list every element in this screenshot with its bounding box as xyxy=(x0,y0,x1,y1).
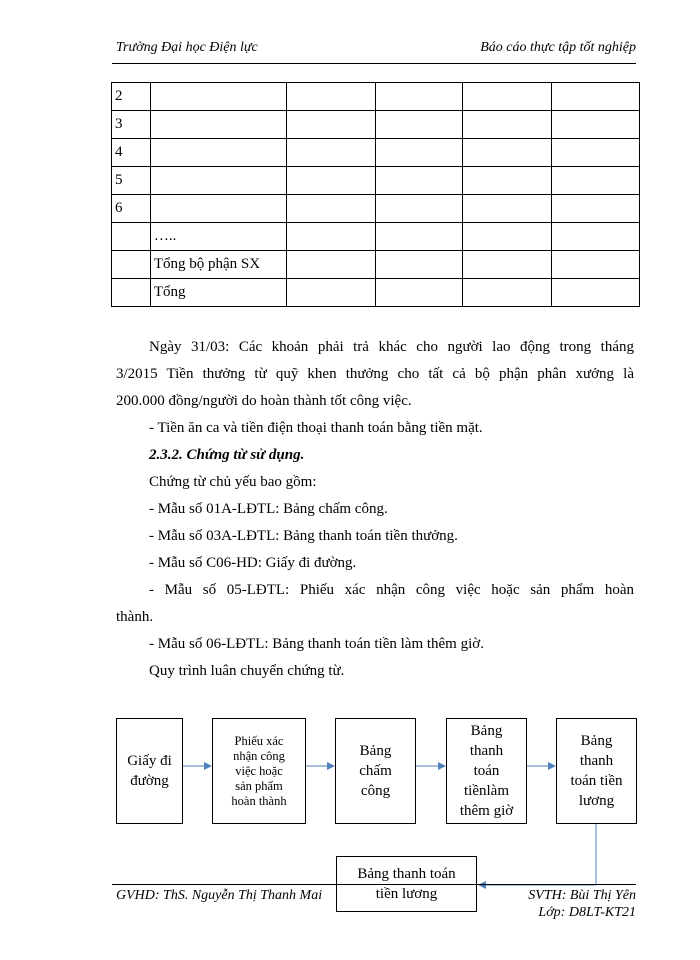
footer-student: SVTH: Bùi Thị Yên xyxy=(528,888,636,903)
paragraph-3: Chứng từ chủ yếu bao gồm: xyxy=(149,474,317,490)
paragraph-2: - Tiền ăn ca và tiền điện thoại thanh toán bằng tiền mặt. xyxy=(149,420,483,436)
list-item: - Mẫu số 03A-LĐTL: Bảng thanh toán tiền thưởng. xyxy=(149,528,458,544)
flow-box-thanh-toan-lam-them-gio: Bảng thanh toán tiềnlàm thêm giờ xyxy=(446,718,527,824)
table-cell: 6 xyxy=(112,195,151,223)
section-heading: 2.3.2. Chứng từ sử dụng. xyxy=(149,447,305,463)
list-item-4-line-2: thành. xyxy=(116,609,154,625)
footer-supervisor: GVHD: ThS. Nguyễn Thị Thanh Mai xyxy=(116,888,323,903)
flow-box-phieu-xac-nhan: Phiếu xác nhận công việc hoặc sản phẩm hoàn thành xyxy=(212,718,306,824)
table-cell: 5 xyxy=(112,167,151,195)
paragraph-1-line-3: 200.000 đồng/người do hoàn thành tốt công việc. xyxy=(116,393,412,409)
list-item: - Mẫu số 06-LĐTL: Bảng thanh toán tiền làm thêm giờ. xyxy=(149,636,484,652)
paragraph-1-line-2: 3/2015 Tiền thưởng từ quỹ khen thưởng cho tất cả bộ phận phân xưởng là xyxy=(116,366,634,382)
table-cell: Tổng xyxy=(150,279,286,307)
table-cell: 3 xyxy=(112,111,151,139)
list-item: - Mẫu số 01A-LĐTL: Bảng chấm công. xyxy=(149,501,388,517)
header-report-title: Báo cáo thực tập tốt nghiệp xyxy=(480,40,636,55)
list-item-4-line-1: - Mẫu số 05-LĐTL: Phiếu xác nhận công việc hoặc sản phẩm hoàn xyxy=(149,582,634,598)
paragraph-1-line-1: Ngày 31/03: Các khoản phải trả khác cho người lao động trong tháng xyxy=(149,339,634,355)
table-cell: 4 xyxy=(112,139,151,167)
table-cell: Tổng bộ phận SX xyxy=(150,251,286,279)
table-cell: ….. xyxy=(150,223,286,251)
flow-box-bang-cham-cong: Bảng chấm công xyxy=(335,718,416,824)
table-cell: 2 xyxy=(112,83,151,111)
footer-class: Lớp: D8LT-KT21 xyxy=(538,905,636,920)
flow-arrow-5 xyxy=(479,824,596,885)
flow-box-giay-di-duong: Giấy đi đường xyxy=(116,718,183,824)
header-school: Trường Đại học Điện lực xyxy=(116,40,258,55)
footer-divider xyxy=(112,884,636,885)
flow-box-bang-thanh-toan-tien-luong: Bảng thanh toán tiền lương xyxy=(336,856,477,912)
flow-box-thanh-toan-tien-luong: Bảng thanh toán tiền lương xyxy=(556,718,637,824)
paragraph-4: Quy trình luân chuyển chứng từ. xyxy=(149,663,345,679)
list-item: - Mẫu số C06-HD: Giấy đi đường. xyxy=(149,555,357,571)
